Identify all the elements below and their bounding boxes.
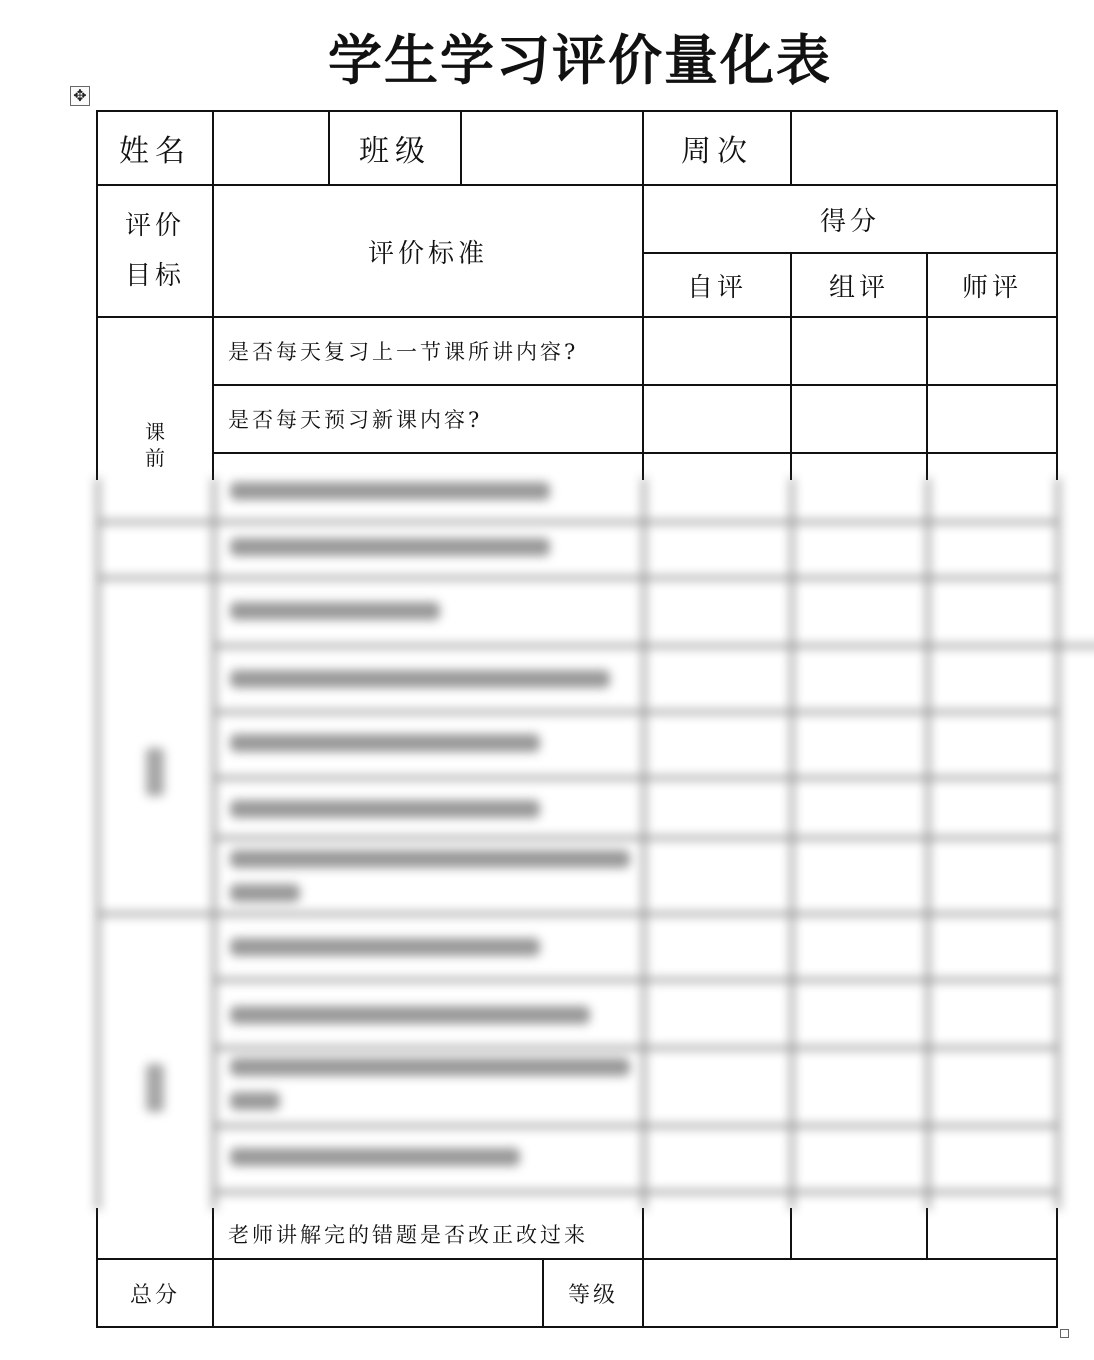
table-rule (96, 184, 1058, 186)
table-rule (790, 252, 792, 480)
table-border-left (96, 110, 98, 480)
table-resize-handle-icon[interactable] (1060, 1329, 1069, 1338)
group-score-cell[interactable] (792, 1210, 926, 1258)
group-score-cell[interactable] (792, 386, 926, 452)
blur-text (230, 602, 440, 620)
table-rule (926, 252, 928, 480)
name-label: 姓名 (119, 134, 191, 169)
table-border-top (96, 110, 1058, 112)
blur-rule (96, 576, 1060, 580)
blur-text (230, 482, 550, 500)
criterion-row-last: 老师讲解完的错题是否改正改过来 (228, 1223, 588, 1247)
table-rule (790, 1208, 792, 1260)
teacher-eval-header: 师评 (961, 272, 1022, 303)
grade-label: 等级 (567, 1282, 618, 1308)
self-eval-header: 自评 (686, 272, 747, 303)
blur-rule (790, 478, 794, 1210)
criterion-row-1: 是否每天复习上一节课所讲内容? (228, 340, 579, 364)
table-rule (212, 110, 214, 480)
total-label: 总分 (129, 1282, 180, 1308)
blur-rule (212, 1190, 1060, 1194)
self-score-cell[interactable] (644, 1210, 790, 1258)
week-value-field[interactable] (792, 112, 1056, 184)
total-value-field[interactable] (214, 1260, 542, 1326)
table-border-right (1056, 1208, 1058, 1328)
table-rule (642, 110, 644, 480)
blur-text (230, 1006, 590, 1024)
blur-text (230, 1092, 280, 1110)
table-rule (460, 110, 462, 186)
blur-text (230, 884, 300, 902)
blur-rule (212, 776, 1060, 780)
score-header: 得分 (819, 206, 880, 237)
criteria-header: 评价标准 (367, 238, 488, 269)
table-border-left (96, 1208, 98, 1328)
section-label-char: 课 (145, 420, 165, 444)
table-rule (542, 1258, 544, 1328)
self-score-cell[interactable] (644, 386, 790, 452)
blur-rule (1056, 478, 1060, 1210)
table-rule (328, 110, 330, 186)
group-score-cell[interactable] (792, 318, 926, 384)
name-value-field[interactable] (214, 112, 328, 184)
blur-rule (96, 912, 1060, 916)
blur-rule (212, 1124, 1060, 1128)
group-eval-header: 组评 (828, 272, 889, 303)
blur-rule (212, 710, 1060, 714)
blur-rule (96, 478, 100, 1210)
blur-rule (212, 1046, 1060, 1050)
blur-text (230, 670, 610, 688)
class-value-field[interactable] (462, 112, 642, 184)
criterion-row-2: 是否每天预习新课内容? (228, 408, 483, 432)
teacher-score-cell[interactable] (928, 1210, 1056, 1258)
blur-rule (96, 520, 1060, 524)
table-rule (926, 1208, 928, 1260)
blur-rule (212, 644, 1094, 648)
target-header-line1: 评价 (124, 211, 185, 241)
teacher-score-cell[interactable] (928, 318, 1056, 384)
table-rule (642, 1208, 644, 1328)
blur-rule (926, 478, 930, 1210)
blur-text (230, 800, 540, 818)
teacher-score-cell[interactable] (928, 386, 1056, 452)
table-move-handle-icon[interactable]: ✥ (70, 86, 90, 106)
table-rule (212, 384, 1058, 386)
table-rule (642, 252, 1058, 254)
week-label: 周次 (681, 134, 753, 169)
blur-section-label (146, 748, 164, 796)
section-before-class-label (98, 410, 212, 480)
grade-value-field[interactable] (644, 1260, 1056, 1326)
blur-text (230, 938, 540, 956)
blur-text (230, 1058, 630, 1076)
blur-text (230, 734, 540, 752)
self-score-cell[interactable] (644, 318, 790, 384)
blur-rule (212, 978, 1060, 982)
table-rule (212, 452, 1058, 454)
blur-text (230, 1148, 520, 1166)
section-label-char: 前 (145, 446, 165, 470)
blur-rule (212, 478, 216, 1210)
target-header-line2: 目标 (124, 261, 185, 291)
page-title: 学生学习评价量化表 (328, 29, 832, 92)
table-rule (790, 110, 792, 186)
blur-rule (642, 478, 646, 1210)
blur-text (230, 538, 550, 556)
table-rule (96, 316, 1058, 318)
table-border-right (1056, 110, 1058, 480)
blur-text (230, 850, 630, 868)
obscured-table-region (96, 478, 1066, 1210)
table-border-bottom (96, 1326, 1058, 1328)
table-rule (96, 1258, 1058, 1260)
blur-rule (212, 836, 1060, 840)
table-rule (212, 1208, 214, 1328)
blur-section-label (146, 1064, 164, 1112)
target-header (98, 186, 212, 316)
class-label: 班级 (359, 134, 431, 169)
